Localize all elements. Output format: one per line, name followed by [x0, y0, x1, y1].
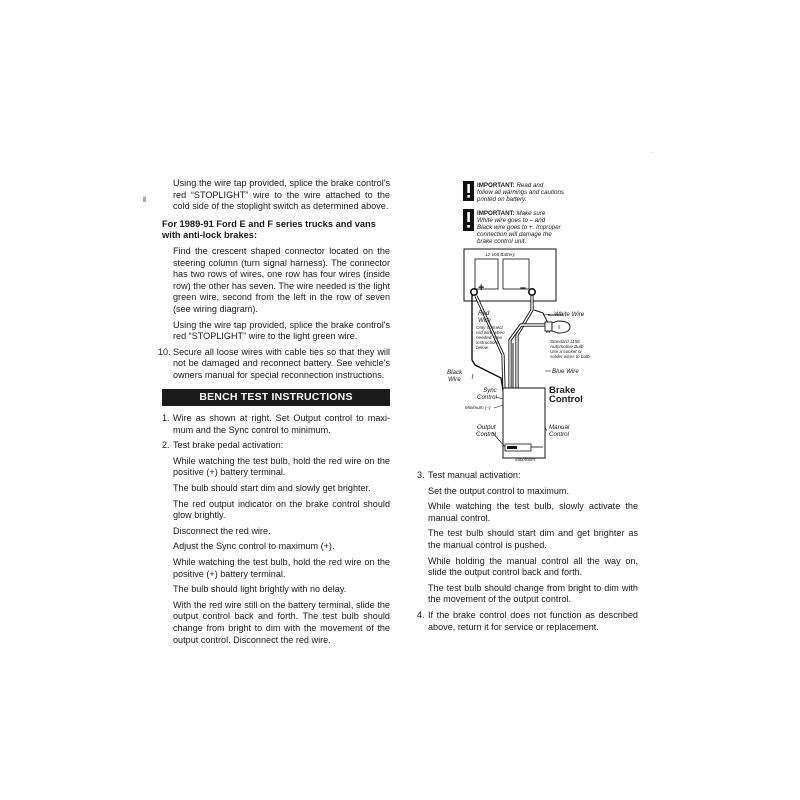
battery: [464, 249, 556, 301]
item-text: Wire as shown at right. Set Output control to maxi-mum and the Sync control to minimum.: [173, 413, 390, 435]
sub-paragraph: While watching the test bulb, slowly activate the manual control.: [428, 501, 638, 523]
bulb-note: Standard 1156: [550, 339, 580, 344]
important-line: printed on battery.: [477, 196, 527, 203]
svg-text:IMPORTANT: Make sure: IMPORTANT: Make sure: [477, 210, 546, 217]
right-column: [417, 470, 638, 637]
important-line: White wire goes to – and: [477, 217, 546, 224]
sub-paragraph: The red output indicator on the brake control should glow brightly.: [173, 498, 390, 521]
sub-paragraph: While holding the manual control all the way on, slide the output control back and forth.: [428, 555, 638, 578]
list-item-2: [162, 440, 390, 452]
manual-control-label: Control: [549, 431, 569, 438]
list-item-1: [162, 413, 390, 436]
margin-mark: ⦀: [143, 197, 147, 204]
important-line: follow all warnings and cautions: [477, 189, 565, 196]
item-number: 1.: [162, 413, 170, 424]
sub-paragraph: The test bulb should change from bright to dim with the movement of the output control.: [428, 582, 638, 605]
output-control-label: Output: [477, 424, 496, 431]
item-text: Test manual activation:: [428, 470, 521, 480]
ford-paragraph-1: Find the crescent shaped connector located on the steering column (turn signal harness). The connector has two rows of wires, one row has four wires (inside row) the other has seven. The wire needed is the light green wire, second from the left in the row of seven (see wiring diagram).: [173, 245, 390, 314]
sub-paragraph: Adjust the Sync control to maximum (+).: [173, 541, 335, 552]
sub-paragraph: Disconnect the red wire.: [173, 525, 271, 536]
list-item-4: [417, 610, 638, 633]
brake-control-unit: [503, 388, 545, 458]
output-control-label: Control: [476, 431, 496, 438]
item-text: If the brake control does not function as described above, return it for service or replacement.: [428, 609, 638, 632]
margin-dot: ·: [651, 150, 653, 156]
brake-control-title: Brake: [549, 385, 576, 396]
sub-paragraph: While watching the test bulb, hold the red wire on the positive (+) battery terminal.: [173, 455, 390, 478]
important-line: Black wire goes to +. Improper: [477, 224, 561, 231]
item-number: 10.: [158, 346, 171, 357]
maximum-label: Maximum: [515, 457, 535, 462]
warning-icon: [463, 209, 474, 231]
minus-sign: –: [520, 282, 527, 294]
black-wire-label: Black: [447, 369, 463, 376]
list-item-3: [417, 470, 638, 482]
sub-paragraph: Set the output control to maximum.: [428, 485, 570, 496]
manual-control-label: Manual: [549, 424, 570, 431]
important-line: brake control unit.: [477, 238, 527, 245]
red-wire-note: below.: [476, 345, 490, 350]
red-wire-note: Only connect: [476, 325, 503, 330]
red-wire-label: Red: [478, 310, 490, 317]
black-wire-label: Wire: [448, 376, 461, 383]
svg-text:IMPORTANT: Read and: IMPORTANT: Read and: [477, 182, 544, 189]
item-number: 2.: [162, 440, 170, 451]
bulb-note: Use a socket or: [550, 349, 582, 354]
sub-paragraph: The test bulb should start dim and get brighter as the manual control is pushed.: [428, 528, 638, 550]
wiring-diagram: [447, 175, 655, 470]
sub-paragraph: The bulb should start dim and slowly get brighter.: [173, 483, 371, 494]
ford-heading: For 1989-91 Ford E and F series trucks and vans with anti-lock brakes:: [162, 218, 376, 241]
item-number: 4.: [417, 609, 425, 620]
blue-wire-label: Blue Wire: [552, 368, 579, 375]
left-column: [158, 178, 390, 650]
plus-sign: +: [478, 282, 485, 294]
item-text: Secure all loose wires with cable ties so that they will not be damaged and reconnect battery. See vehicle's owners manual for special reconnection instructions.: [173, 346, 390, 380]
negative-terminal: [529, 289, 535, 295]
ford-paragraph-2: Using the wire tap provided, splice the brake control's red “STOPLIGHT” wire to the light green wire.: [173, 319, 390, 342]
important-label: IMPORTANT:: [477, 182, 515, 189]
red-wire-label: Wire: [478, 317, 491, 324]
sub-paragraph: The bulb should light brightly with no delay.: [173, 584, 347, 595]
important-line: connection will damage the: [477, 231, 552, 238]
minimum-label: Minimum (–): [465, 405, 491, 410]
list-item-10: [158, 346, 390, 382]
sync-control-label: Sync: [483, 387, 497, 394]
red-wire-note: red wire when: [476, 330, 505, 335]
important-label: IMPORTANT:: [477, 210, 515, 217]
intro-paragraph: Using the wire tap provided, splice the brake control's red “STOPLIGHT” wire to the wire attached to the cold side of the stoplight switch as determined above.: [173, 178, 390, 212]
sync-control-label: Control: [477, 394, 497, 401]
warning-icon: [463, 181, 474, 201]
bulb-icon: [545, 321, 570, 333]
bench-test-heading: BENCH TEST INSTRUCTIONS: [162, 389, 390, 407]
brake-control-title: Control: [549, 394, 583, 405]
white-wire-label: White Wire: [554, 311, 585, 318]
bulb-note: solder wires to bulb.: [550, 354, 591, 359]
item-text: Test brake pedal activation:: [173, 440, 284, 451]
positive-terminal: [471, 289, 477, 295]
red-wire-note: needed. See: [476, 335, 503, 340]
sub-paragraph: While watching the test bulb, hold the red wire on the positive (+) battery terminal.: [173, 557, 390, 579]
sub-paragraph: With the red wire still on the battery terminal, slide the output control back and forth. The test bulb should change from bright to dim with the movement of the output control. Disconnect the red wire.: [173, 599, 390, 645]
battery-label: 12 Volt Battery: [485, 252, 515, 257]
bulb-note: Automotive Bulb: [550, 344, 584, 349]
red-wire-note: instructions: [476, 340, 500, 345]
item-number: 3.: [417, 470, 425, 480]
